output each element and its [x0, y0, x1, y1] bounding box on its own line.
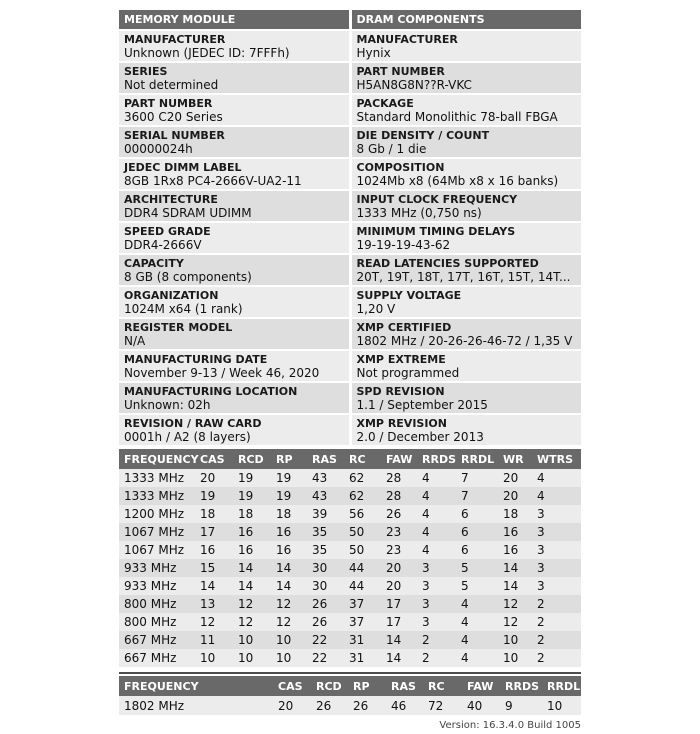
timing-cell: 1067 MHz	[124, 525, 185, 539]
timing-cell: 4	[461, 597, 469, 611]
timing-cell: 18	[503, 507, 519, 521]
timing-cell: 4	[422, 471, 430, 485]
dram-field-value: 1802 MHz / 20-26-26-46-72 / 1,35 V	[356, 334, 573, 348]
dram-field-value: Standard Monolithic 78-ball FBGA	[356, 110, 558, 124]
xmp-column-header: FAW	[467, 679, 494, 693]
timing-cell: 3	[537, 543, 545, 557]
timing-cell: 3	[537, 507, 545, 521]
timing-column-header: RCD	[238, 452, 264, 466]
timing-cell: 37	[349, 597, 365, 611]
timing-cell: 6	[461, 507, 469, 521]
timing-column-header: RC	[349, 452, 366, 466]
timing-cell: 4	[461, 615, 469, 629]
timing-cell: 17	[386, 597, 402, 611]
timing-cell: 28	[386, 471, 402, 485]
timing-cell: 17	[386, 615, 402, 629]
timing-cell: 20	[503, 471, 519, 485]
timing-cell: 18	[200, 507, 216, 521]
memory-module-field-label: CAPACITY	[124, 257, 184, 270]
timing-column-header: RRDL	[461, 452, 495, 466]
timing-cell: 26	[386, 507, 402, 521]
timing-cell: 17	[200, 525, 216, 539]
timing-column-header: WTRS	[537, 452, 574, 466]
dram-field	[352, 223, 582, 253]
memory-module-field-label: SERIAL NUMBER	[124, 129, 225, 142]
xmp-cell: 72	[428, 698, 444, 713]
timing-cell: 11	[200, 633, 216, 647]
timing-cell: 14	[238, 579, 254, 593]
timing-cell: 31	[349, 651, 365, 665]
timing-cell: 39	[312, 507, 328, 521]
timing-cell: 2	[422, 651, 430, 665]
timing-cell: 2	[537, 651, 545, 665]
timing-cell: 10	[503, 651, 519, 665]
timing-cell: 6	[461, 525, 469, 539]
timing-cell: 23	[386, 525, 402, 539]
timing-cell: 10	[276, 633, 292, 647]
memory-module-field-label: ARCHITECTURE	[124, 193, 218, 206]
timing-cell: 3	[422, 561, 430, 575]
timing-cell: 26	[312, 597, 328, 611]
xmp-column-header: RRDS	[505, 679, 539, 693]
timing-row	[119, 631, 581, 649]
xmp-column-header: RRDL	[547, 679, 581, 693]
dram-components-header: DRAM COMPONENTS	[352, 10, 582, 29]
timing-cell: 1067 MHz	[124, 543, 185, 557]
memory-module-field-label: REVISION / RAW CARD	[124, 417, 262, 430]
timing-cell: 3	[537, 579, 545, 593]
memory-module-field	[119, 383, 349, 413]
timing-cell: 44	[349, 579, 365, 593]
timing-cell: 4	[422, 543, 430, 557]
timing-cell: 4	[537, 489, 545, 503]
timing-cell: 56	[349, 507, 365, 521]
xmp-cell: 26	[353, 698, 369, 713]
memory-module-field	[119, 223, 349, 253]
timing-cell: 10	[238, 651, 254, 665]
timing-cell: 13	[200, 597, 216, 611]
xmp-column-header: RP	[353, 679, 370, 693]
dram-field-value: H5AN8G8N??R-VKC	[356, 78, 472, 92]
xmp-cell: 9	[505, 698, 513, 713]
dram-field	[352, 383, 582, 413]
dram-field	[352, 255, 582, 285]
dram-field-label: DIE DENSITY / COUNT	[356, 129, 490, 142]
timing-cell: 62	[349, 489, 365, 503]
timing-cell: 1200 MHz	[124, 507, 185, 521]
memory-module-field	[119, 127, 349, 157]
dram-field-value: Hynix	[356, 46, 391, 60]
memory-module-field	[119, 415, 349, 445]
timing-cell: 10	[200, 651, 216, 665]
timing-cell: 7	[461, 489, 469, 503]
timing-cell: 37	[349, 615, 365, 629]
timing-cell: 26	[312, 615, 328, 629]
xmp-row	[119, 696, 581, 715]
timing-cell: 30	[312, 579, 328, 593]
dram-field-label: XMP REVISION	[356, 417, 447, 430]
timing-cell: 12	[503, 597, 519, 611]
timing-cell: 14	[386, 651, 402, 665]
timing-cell: 16	[276, 525, 292, 539]
xmp-column-header: RCD	[316, 679, 342, 693]
timing-cell: 667 MHz	[124, 633, 177, 647]
dram-components-column	[352, 10, 582, 447]
memory-module-field	[119, 319, 349, 349]
timing-cell: 14	[503, 561, 519, 575]
timing-cell: 933 MHz	[124, 561, 177, 575]
timing-row	[119, 523, 581, 541]
memory-module-field-label: PART NUMBER	[124, 97, 213, 110]
timing-cell: 16	[238, 525, 254, 539]
timing-cell: 20	[386, 579, 402, 593]
timing-column-header: CAS	[200, 452, 225, 466]
timing-cell: 19	[238, 471, 254, 485]
timing-cell: 31	[349, 633, 365, 647]
timing-cell: 4	[422, 507, 430, 521]
dram-field	[352, 415, 582, 445]
timing-cell: 19	[276, 489, 292, 503]
timing-cell: 4	[422, 525, 430, 539]
timing-cell: 16	[503, 525, 519, 539]
timing-cell: 2	[537, 597, 545, 611]
dram-field-value: 1,20 V	[356, 302, 396, 316]
timing-cell: 1333 MHz	[124, 471, 185, 485]
memory-module-field-value: DDR4 SDRAM UDIMM	[124, 206, 252, 220]
timing-row	[119, 487, 581, 505]
memory-module-field-value: 8 GB (8 components)	[124, 270, 252, 284]
memory-module-field-value: 1024M x64 (1 rank)	[124, 302, 243, 316]
timing-cell: 20	[200, 471, 216, 485]
memory-module-field	[119, 255, 349, 285]
timing-column-header: FREQUENCY	[124, 452, 199, 466]
xmp-column-header: CAS	[278, 679, 303, 693]
timing-cell: 10	[238, 633, 254, 647]
timing-cell: 10	[276, 651, 292, 665]
timing-cell: 14	[276, 579, 292, 593]
timing-cell: 14	[200, 579, 216, 593]
dram-field-label: MANUFACTURER	[356, 33, 458, 46]
timing-cell: 23	[386, 543, 402, 557]
timing-cell: 667 MHz	[124, 651, 177, 665]
timing-cell: 4	[537, 471, 545, 485]
timing-cell: 10	[503, 633, 519, 647]
xmp-column-header: RC	[428, 679, 445, 693]
timing-cell: 20	[386, 561, 402, 575]
timing-row	[119, 505, 581, 523]
memory-module-field-value: 3600 C20 Series	[124, 110, 223, 124]
memory-module-field	[119, 191, 349, 221]
dram-field-label: INPUT CLOCK FREQUENCY	[356, 193, 518, 206]
memory-module-field-label: REGISTER MODEL	[124, 321, 233, 334]
table-separator	[119, 669, 581, 674]
timing-cell: 5	[461, 579, 469, 593]
timing-cell: 12	[276, 597, 292, 611]
dram-field-value: 1024Mb x8 (64Mb x8 x 16 banks)	[356, 174, 559, 188]
dram-field-label: PART NUMBER	[356, 65, 445, 78]
timing-cell: 43	[312, 489, 328, 503]
memory-module-field-label: MANUFACTURING DATE	[124, 353, 268, 366]
dram-field-value: 8 Gb / 1 die	[356, 142, 427, 156]
dram-field-label: SUPPLY VOLTAGE	[356, 289, 462, 302]
timing-cell: 19	[276, 471, 292, 485]
timing-cell: 35	[312, 525, 328, 539]
timing-cell: 28	[386, 489, 402, 503]
memory-module-field-value: Unknown (JEDEC ID: 7FFFh)	[124, 46, 290, 60]
timing-cell: 3	[422, 597, 430, 611]
timing-cell: 20	[503, 489, 519, 503]
timing-cell: 12	[238, 597, 254, 611]
timing-cell: 2	[537, 633, 545, 647]
timing-row	[119, 613, 581, 631]
dram-field-value: 20T, 19T, 18T, 17T, 16T, 15T, 14T...	[356, 270, 571, 284]
timing-cell: 5	[461, 561, 469, 575]
timing-cell: 50	[349, 543, 365, 557]
memory-module-field	[119, 159, 349, 189]
dram-field-value: 1.1 / September 2015	[356, 398, 488, 412]
memory-module-field-label: ORGANIZATION	[124, 289, 219, 302]
timing-row	[119, 649, 581, 667]
memory-module-field-value: N/A	[124, 334, 146, 348]
timing-cell: 2	[537, 615, 545, 629]
timing-cell: 62	[349, 471, 365, 485]
xmp-cell: 10	[547, 698, 563, 713]
memory-module-field-label: SERIES	[124, 65, 168, 78]
memory-module-field	[119, 287, 349, 317]
timing-cell: 15	[200, 561, 216, 575]
dram-field	[352, 63, 582, 93]
timing-cell: 12	[503, 615, 519, 629]
timing-cell: 3	[537, 561, 545, 575]
dram-field	[352, 319, 582, 349]
xmp-cell: 26	[316, 698, 332, 713]
timing-cell: 4	[422, 489, 430, 503]
dram-field-label: XMP CERTIFIED	[356, 321, 452, 334]
timing-cell: 3	[422, 615, 430, 629]
dram-field-label: XMP EXTREME	[356, 353, 446, 366]
timing-column-header: RP	[276, 452, 293, 466]
timing-row	[119, 559, 581, 577]
dram-field-label: MINIMUM TIMING DELAYS	[356, 225, 516, 238]
timing-cell: 14	[386, 633, 402, 647]
dram-field-label: READ LATENCIES SUPPORTED	[356, 257, 539, 270]
xmp-cell: 1802 MHz	[124, 698, 185, 713]
xmp-cell: 46	[391, 698, 407, 713]
timing-cell: 4	[461, 633, 469, 647]
xmp-cell: 40	[467, 698, 483, 713]
memory-module-field-value: Unknown: 02h	[124, 398, 211, 412]
xmp-table	[119, 676, 581, 715]
timing-row	[119, 595, 581, 613]
dram-field-label: COMPOSITION	[356, 161, 445, 174]
memory-module-header: MEMORY MODULE	[119, 10, 349, 29]
timing-cell: 16	[276, 543, 292, 557]
memory-module-field	[119, 351, 349, 381]
timing-cell: 18	[238, 507, 254, 521]
memory-module-field-label: MANUFACTURING LOCATION	[124, 385, 298, 398]
timing-cell: 14	[276, 561, 292, 575]
memory-module-field	[119, 95, 349, 125]
spd-report	[119, 10, 581, 731]
timing-column-header: WR	[503, 452, 524, 466]
dram-field	[352, 159, 582, 189]
timing-cell: 4	[461, 651, 469, 665]
timing-cell: 800 MHz	[124, 597, 177, 611]
memory-module-field-label: MANUFACTURER	[124, 33, 226, 46]
timing-cell: 22	[312, 633, 328, 647]
timing-cell: 18	[276, 507, 292, 521]
xmp-column-header: RAS	[391, 679, 416, 693]
timing-cell: 1333 MHz	[124, 489, 185, 503]
timing-cell: 35	[312, 543, 328, 557]
xmp-cell: 20	[278, 698, 294, 713]
timing-column-header: FAW	[386, 452, 413, 466]
timing-cell: 14	[238, 561, 254, 575]
timing-cell: 3	[537, 525, 545, 539]
dram-field-value: 1333 MHz (0,750 ns)	[356, 206, 482, 220]
dram-field-value: 2.0 / December 2013	[356, 430, 484, 444]
memory-module-field-value: 0001h / A2 (8 layers)	[124, 430, 251, 444]
timing-header-row	[119, 449, 581, 469]
timing-column-header: RAS	[312, 452, 337, 466]
timing-cell: 43	[312, 471, 328, 485]
memory-module-field	[119, 63, 349, 93]
timing-cell: 14	[503, 579, 519, 593]
timing-cell: 12	[276, 615, 292, 629]
xmp-column-header: FREQUENCY	[124, 679, 199, 693]
timing-table	[119, 449, 581, 667]
memory-module-field-label: SPEED GRADE	[124, 225, 211, 238]
timing-cell: 16	[200, 543, 216, 557]
timing-cell: 2	[422, 633, 430, 647]
timing-cell: 50	[349, 525, 365, 539]
timing-cell: 16	[503, 543, 519, 557]
timing-cell: 19	[200, 489, 216, 503]
dram-field-label: PACKAGE	[356, 97, 414, 110]
dram-field-value: 19-19-19-43-62	[356, 238, 451, 252]
dram-field	[352, 351, 582, 381]
memory-module-field-value: Not determined	[124, 78, 219, 92]
timing-cell: 7	[461, 471, 469, 485]
timing-cell: 12	[200, 615, 216, 629]
timing-row	[119, 469, 581, 487]
timing-cell: 12	[238, 615, 254, 629]
dram-field	[352, 191, 582, 221]
dram-field	[352, 95, 582, 125]
info-grid	[119, 10, 581, 447]
timing-cell: 6	[461, 543, 469, 557]
timing-cell: 800 MHz	[124, 615, 177, 629]
memory-module-field-value: 8GB 1Rx8 PC4-2666V-UA2-11	[124, 174, 302, 188]
memory-module-field	[119, 31, 349, 61]
memory-module-field-label: JEDEC DIMM LABEL	[124, 161, 242, 174]
timing-cell: 16	[238, 543, 254, 557]
dram-field	[352, 127, 582, 157]
timing-row	[119, 577, 581, 595]
memory-module-field-value: 00000024h	[124, 142, 193, 156]
dram-field-label: SPD REVISION	[356, 385, 445, 398]
timing-cell: 19	[238, 489, 254, 503]
timing-cell: 30	[312, 561, 328, 575]
xmp-header-row	[119, 676, 581, 696]
timing-cell: 22	[312, 651, 328, 665]
dram-field	[352, 31, 582, 61]
dram-field	[352, 287, 582, 317]
dram-field-value: Not programmed	[356, 366, 460, 380]
memory-module-field-value: DDR4-2666V	[124, 238, 202, 252]
timing-column-header: RRDS	[422, 452, 456, 466]
timing-cell: 933 MHz	[124, 579, 177, 593]
timing-cell: 3	[422, 579, 430, 593]
version-label: Version: 16.3.4.0 Build 1005	[439, 720, 581, 731]
timing-cell: 44	[349, 561, 365, 575]
timing-row	[119, 541, 581, 559]
memory-module-column	[119, 10, 349, 447]
memory-module-field-value: November 9-13 / Week 46, 2020	[124, 366, 320, 380]
